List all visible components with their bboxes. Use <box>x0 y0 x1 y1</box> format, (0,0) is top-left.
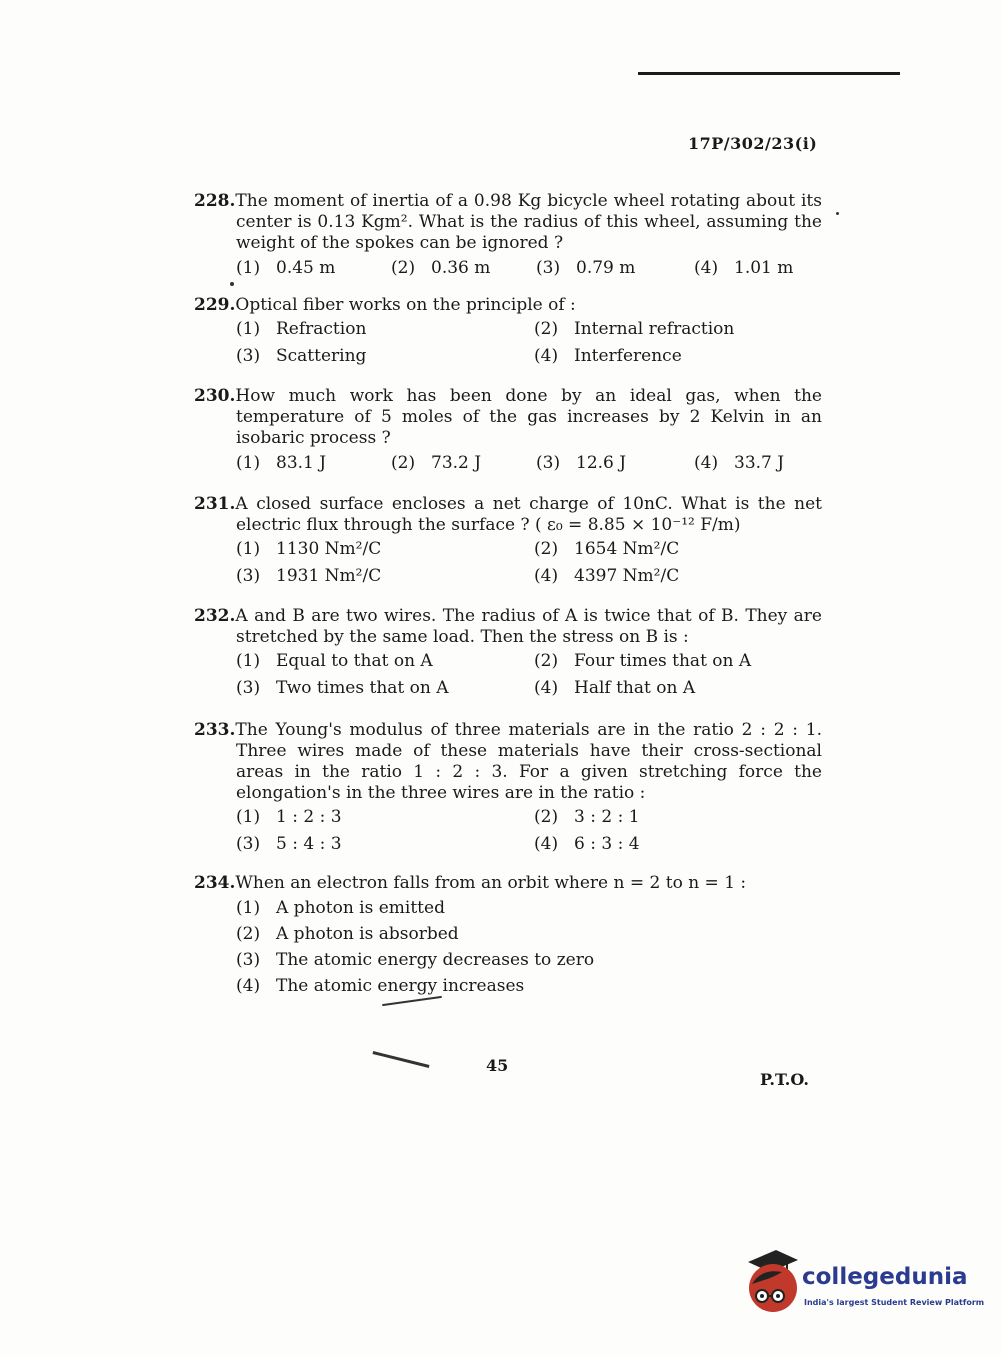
option-1: (1) 0.45 m <box>236 258 336 278</box>
scan-dot <box>836 212 839 215</box>
option-2: (2) 3 : 2 : 1 <box>534 807 640 827</box>
option-3: (3) Two times that on A <box>236 678 449 698</box>
option-1: (1) 83.1 J <box>236 453 327 473</box>
option-4: (4) The atomic energy increases <box>236 976 525 996</box>
scan-dot <box>230 282 234 286</box>
options-grid <box>236 539 822 587</box>
question-number: 232. <box>194 606 236 626</box>
collegedunia-mascot-icon <box>742 1246 802 1316</box>
option-3: (3) 1931 Nm²/C <box>236 566 382 586</box>
option-1: (1) 1 : 2 : 3 <box>236 807 342 827</box>
pto-label: P.T.O. <box>760 1070 809 1089</box>
question-stem <box>194 606 822 648</box>
option-2: (2) Four times that on A <box>534 651 752 671</box>
option-4: (4) 33.7 J <box>694 453 785 473</box>
question-number: 230. <box>194 386 236 406</box>
question-stem <box>194 295 822 316</box>
options-row <box>236 453 822 474</box>
options-grid <box>236 807 822 855</box>
option-2: (2) 73.2 J <box>391 453 482 473</box>
scan-smudge <box>372 1051 429 1068</box>
options-list <box>236 898 822 997</box>
option-1: (1) A photon is emitted <box>236 898 445 918</box>
question-230 <box>194 386 822 474</box>
options-grid <box>236 651 822 699</box>
question-234 <box>194 873 822 1002</box>
question-stem <box>194 873 822 894</box>
question-text: The moment of inertia of a 0.98 Kg bicycle wheel rotating about its center is 0.13 Kgm². What is the radius of this wheel, assuming the weight of the spokes can be ignored ? <box>235 191 822 253</box>
question-stem <box>194 720 822 804</box>
question-text: The Young's modulus of three materials are in the ratio 2 : 2 : 1. Three wires made of these materials have their cross-sectional areas in the ratio 1 : 2 : 3. For a given stretching force the elongation's in the three wires are in the ratio : <box>235 720 822 803</box>
question-stem <box>194 494 822 536</box>
question-text: A closed surface encloses a net charge of 10nC. What is the net electric flux through the surface ? ( ε₀ = 8.85 × 10⁻¹² F/m) <box>235 494 822 535</box>
option-4: (4) 1.01 m <box>694 258 794 278</box>
question-233 <box>194 720 822 855</box>
question-text: When an electron falls from an orbit where n = 2 to n = 1 : <box>235 873 747 893</box>
option-4: (4) Interference <box>534 346 682 366</box>
question-stem <box>194 191 822 254</box>
question-228 <box>194 191 822 279</box>
option-2: (2) 0.36 m <box>391 258 491 278</box>
options-row <box>236 258 822 279</box>
option-3: (3) 0.79 m <box>536 258 636 278</box>
question-number: 231. <box>194 494 236 514</box>
option-3: (3) The atomic energy decreases to zero <box>236 950 595 970</box>
question-number: 229. <box>194 295 236 315</box>
collegedunia-logo <box>742 1246 985 1316</box>
option-3: (3) 12.6 J <box>536 453 627 473</box>
question-232 <box>194 606 822 699</box>
question-text: A and B are two wires. The radius of A is twice that of B. They are stretched by the same load. Then the stress on B is : <box>235 606 822 647</box>
option-4: (4) 4397 Nm²/C <box>534 566 680 586</box>
logo-tagline: India's largest Student Review Platform <box>804 1298 985 1307</box>
option-2: (2) A photon is absorbed <box>236 924 459 944</box>
question-stem <box>194 386 822 449</box>
paper-code: 17P/302/23(i) <box>688 134 818 153</box>
question-229 <box>194 295 822 367</box>
option-3: (3) Scattering <box>236 346 367 366</box>
option-2: (2) 1654 Nm²/C <box>534 539 680 559</box>
question-text: How much work has been done by an ideal gas, when the temperature of 5 moles of the gas increases by 2 Kelvin in an isobaric process ? <box>235 386 822 448</box>
question-number: 234. <box>194 873 236 893</box>
header-rule <box>638 72 900 75</box>
option-1: (1) Equal to that on A <box>236 651 433 671</box>
option-4: (4) 6 : 3 : 4 <box>534 834 640 854</box>
option-1: (1) Refraction <box>236 319 367 339</box>
option-2: (2) Internal refraction <box>534 319 735 339</box>
question-231 <box>194 494 822 587</box>
question-text: Optical fiber works on the principle of : <box>235 295 576 315</box>
option-1: (1) 1130 Nm²/C <box>236 539 382 559</box>
logo-wordmark: collegedunia <box>802 1264 968 1290</box>
question-number: 233. <box>194 720 236 740</box>
option-4: (4) Half that on A <box>534 678 696 698</box>
question-number: 228. <box>194 191 236 211</box>
option-3: (3) 5 : 4 : 3 <box>236 834 342 854</box>
options-grid <box>236 319 822 367</box>
page-number: 45 <box>486 1056 509 1075</box>
